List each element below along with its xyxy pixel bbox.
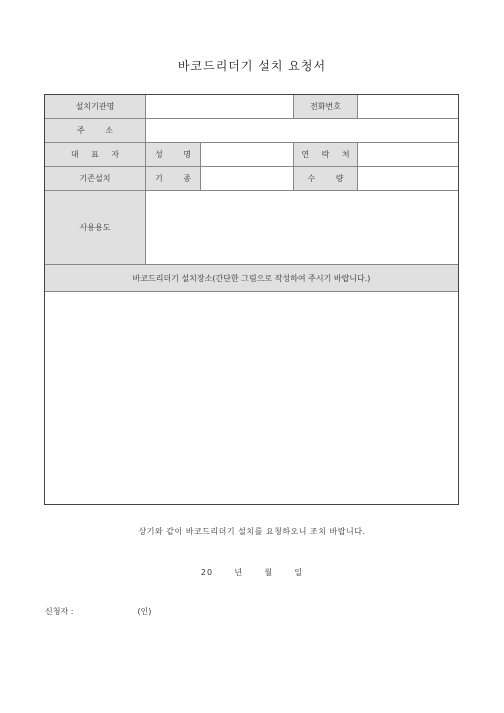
install-org-label: 설치기관명 [45, 95, 146, 119]
name-label: 성 명 [146, 143, 201, 167]
request-statement: 상기와 같이 바코드리더기 설치를 요청하오니 조치 바랍니다. [138, 527, 366, 536]
name-field[interactable] [201, 143, 294, 167]
applicant-signature-field[interactable] [73, 606, 137, 617]
address-field[interactable] [146, 119, 458, 143]
contact-label: 연 락 처 [294, 143, 358, 167]
phone-field[interactable] [358, 95, 458, 119]
page-title: 바코드리더기 설치 요청서 [177, 59, 327, 73]
usage-field[interactable] [146, 191, 458, 265]
address-label: 주 소 [45, 119, 146, 143]
request-form [44, 94, 459, 505]
existing-install-label: 기존설치 [45, 167, 146, 191]
representative-label: 대 표 자 [45, 143, 146, 167]
model-label: 기 종 [146, 167, 201, 191]
location-drawing-area[interactable] [45, 292, 458, 504]
location-header: 바코드리더기 설치장소(간단한 그림으로 작성하여 주시기 바랍니다.) [45, 265, 458, 292]
install-org-field[interactable] [146, 95, 294, 119]
date-line: 20 년 월 일 [200, 568, 304, 577]
quantity-field[interactable] [358, 167, 458, 191]
phone-label: 전화번호 [294, 95, 358, 119]
applicant-line [45, 606, 151, 617]
seal-mark: (인) [137, 607, 152, 616]
model-field[interactable] [201, 167, 294, 191]
applicant-label: 신청자 : [45, 607, 74, 616]
quantity-label: 수 량 [294, 167, 358, 191]
contact-field[interactable] [358, 143, 458, 167]
usage-label: 사용용도 [45, 191, 146, 265]
